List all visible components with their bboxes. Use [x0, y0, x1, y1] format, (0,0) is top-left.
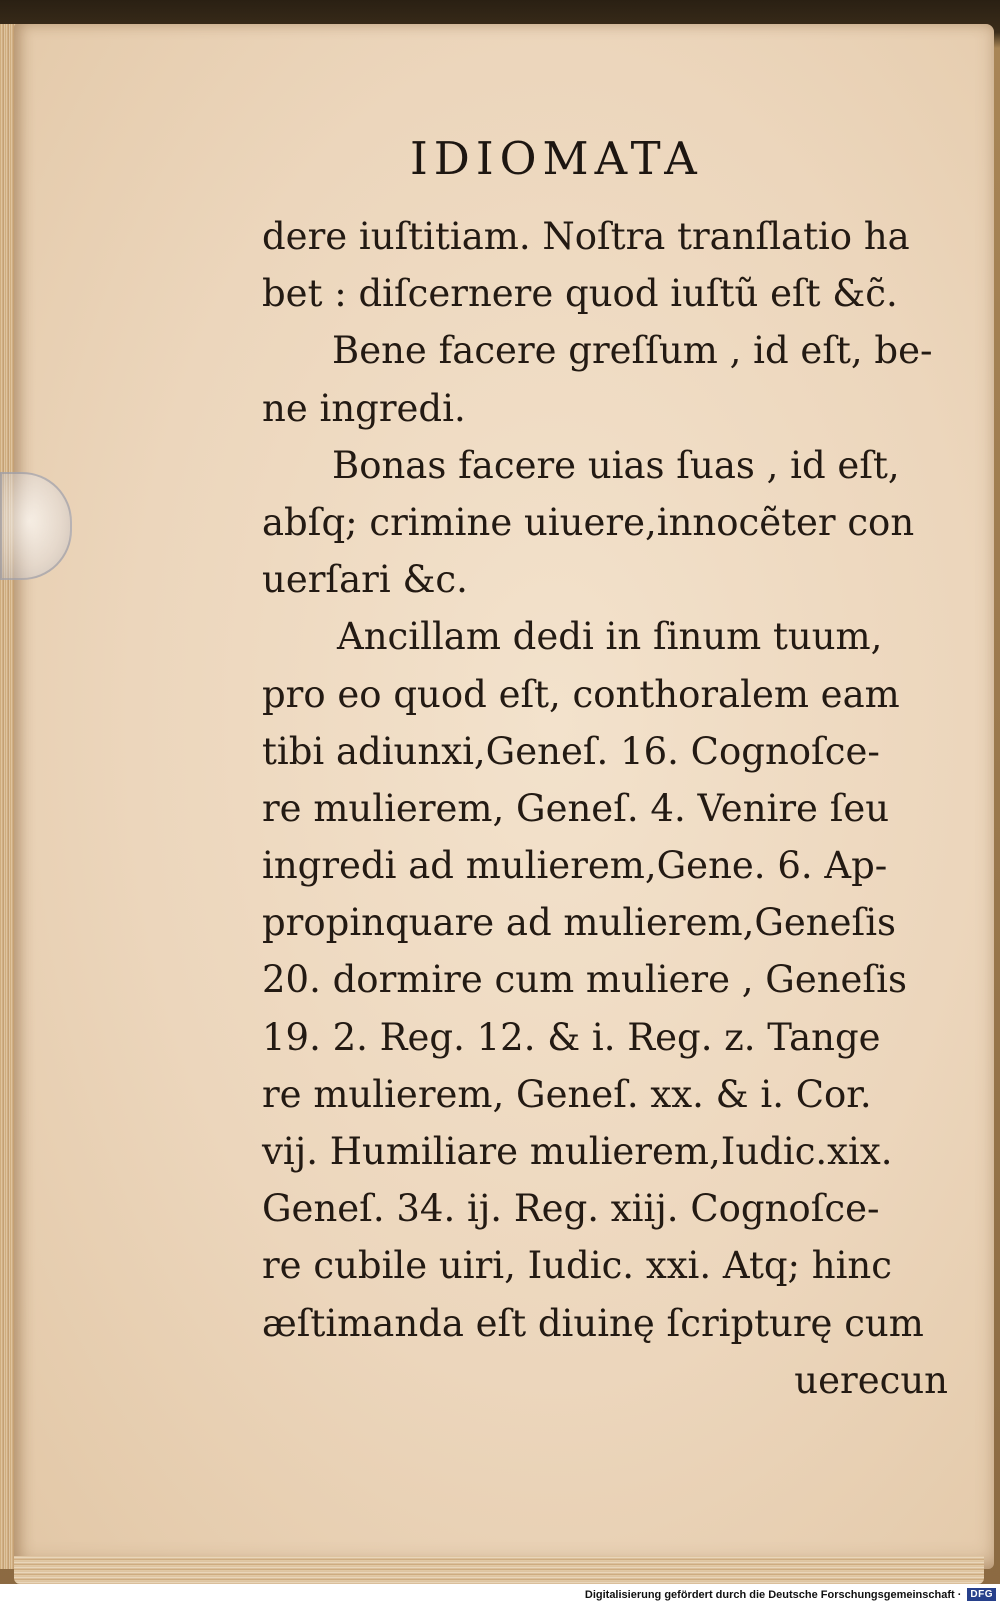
- text-line: 19. 2. Reg. 12. & i. Reg. z. Tange: [262, 1015, 881, 1059]
- text-line: ingredi ad mulierem,Gene. 6. Ap-: [262, 844, 888, 888]
- text-line: dere iuſtitiam. Noſtra tranſlatio ha: [262, 215, 910, 258]
- text-line: re mulierem, Geneſ. xx. & i. Cor.: [262, 1072, 872, 1116]
- footer-bar: [0, 1584, 1000, 1605]
- text-line: re cubile uiri, Iudic. xxi. Atq; hinc: [262, 1244, 892, 1288]
- text-line: vij. Humiliare mulierem,Iudic.xix.: [262, 1130, 893, 1173]
- text-line: Geneſ. 34. ij. Reg. xiij. Cognoſce-: [262, 1187, 880, 1231]
- running-head: IDIOMATA: [410, 132, 703, 185]
- text-line: 20. dormire cum muliere , Geneſis: [262, 958, 907, 1002]
- digitization-credit: Digitalisierung gefördert durch die Deutsche Forschungsgemeinschaft ·: [584, 1588, 962, 1601]
- text-line: abſq; crimine uiuere,innocẽter con: [262, 500, 915, 544]
- text-line: pro eo quod eſt, conthoralem eam: [262, 672, 900, 716]
- text-line: ne ingredi.: [262, 386, 466, 430]
- text-line: bet : diſcernere quod iuſtũ eſt &c̃.: [262, 272, 898, 316]
- dfg-logo: DFG: [967, 1588, 996, 1601]
- page-edges-bottom: [14, 1556, 984, 1584]
- text-line: Bene facere greſſum , id eſt, be-: [332, 329, 933, 373]
- text-line: Bonas facere uias ſuas , id eſt,: [332, 443, 900, 487]
- text-line: re mulierem, Geneſ. 4. Venire ſeu: [262, 786, 890, 830]
- catchword: uerecun: [794, 1358, 948, 1402]
- text-line: propinquare ad mulierem,Geneſis: [262, 901, 897, 945]
- text-line: æſtimanda eſt diuinę ſcripturę cum: [262, 1301, 924, 1345]
- text-block: [262, 208, 962, 1409]
- text-line: uerſari &c.: [262, 558, 468, 602]
- text-line: tibi adiunxi,Geneſ. 16. Cognoſce-: [262, 729, 880, 773]
- text-line: Ancillam dedi in ſinum tuum,: [337, 615, 883, 659]
